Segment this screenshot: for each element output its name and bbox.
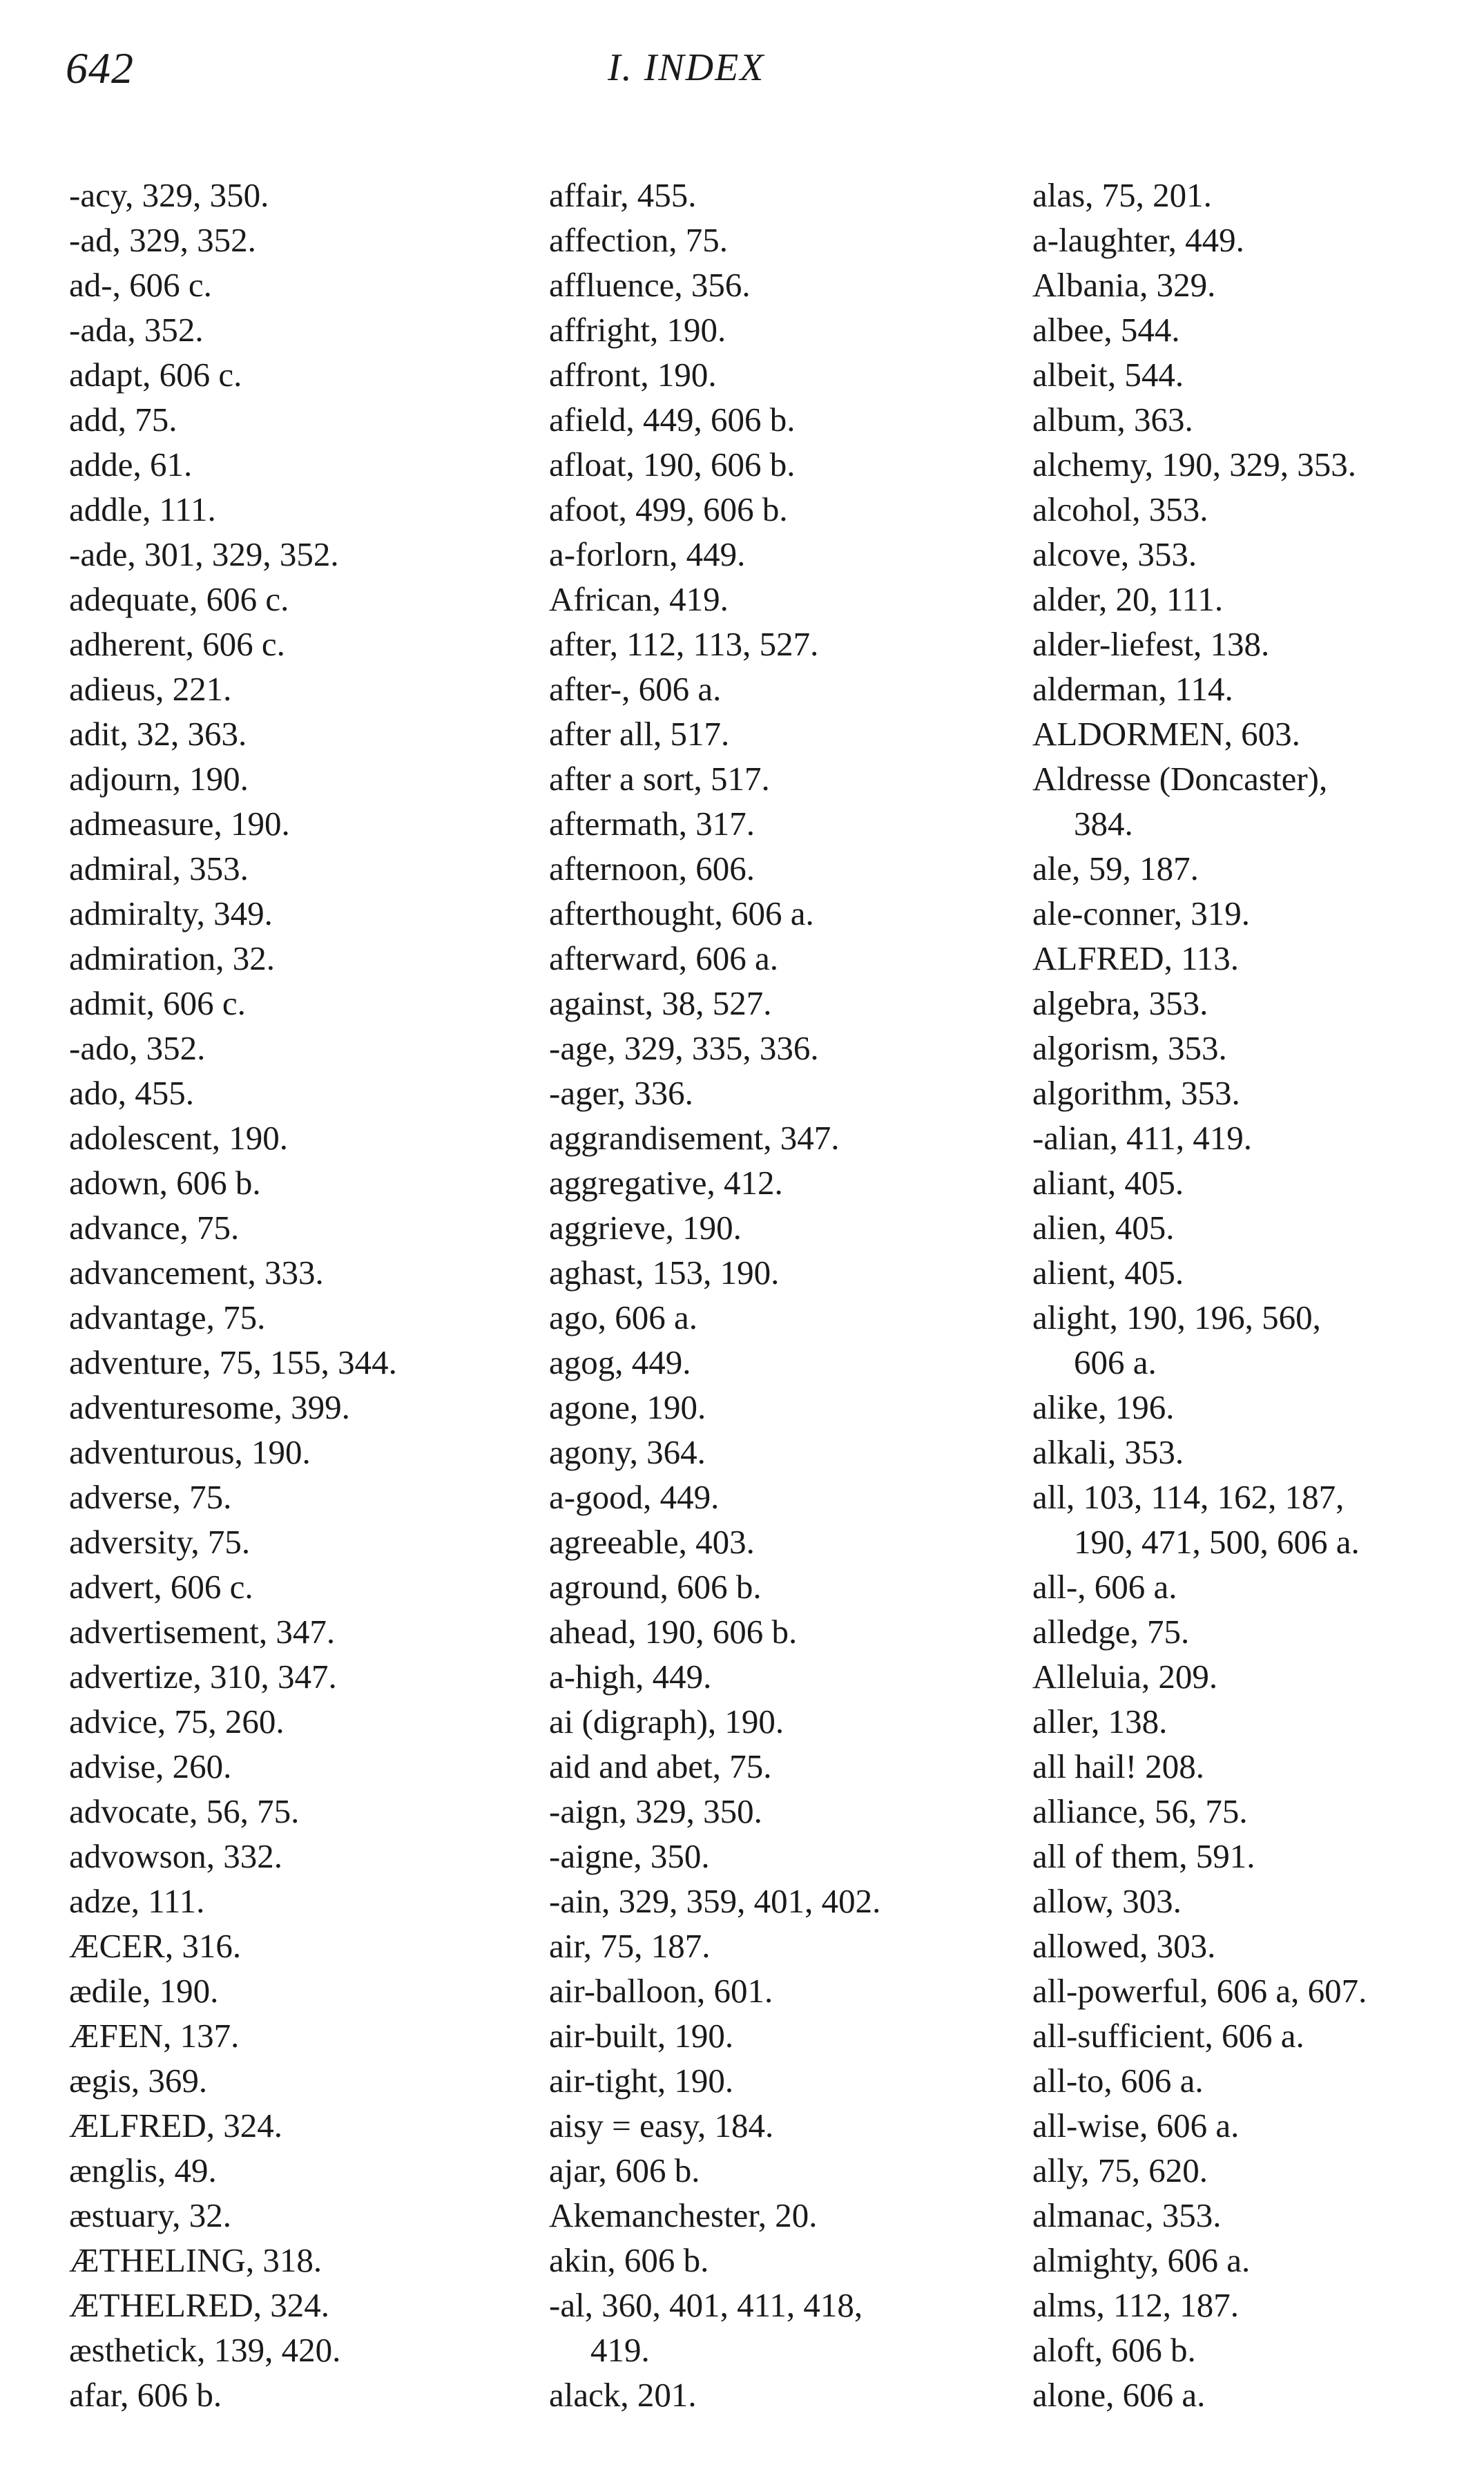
index-entry: a-high, 449. — [549, 1658, 712, 1696]
index-entry: -ad, 329, 352. — [69, 221, 256, 259]
index-entry: air-tight, 190. — [549, 2062, 734, 2100]
index-entry: admit, 606 c. — [69, 984, 246, 1022]
index-entry: albee, 544. — [1032, 311, 1180, 349]
index-entry: all-, 606 a. — [1032, 1568, 1177, 1606]
index-entry: 190, 471, 500, 606 a. — [1074, 1523, 1360, 1561]
index-entry: ale-conner, 319. — [1032, 894, 1251, 932]
index-entry: advert, 606 c. — [69, 1568, 253, 1606]
index-entry: adjourn, 190. — [69, 760, 249, 798]
index-entry: -acy, 329, 350. — [69, 176, 269, 214]
index-entry: Akemanchester, 20. — [549, 2196, 818, 2234]
index-entry: adventuresome, 399. — [69, 1388, 350, 1426]
index-entry: admiration, 32. — [69, 939, 276, 977]
index-entry: alkali, 353. — [1032, 1433, 1184, 1471]
index-entry: aliant, 405. — [1032, 1164, 1184, 1202]
index-entry: adieus, 221. — [69, 670, 232, 708]
index-entry: ally, 75, 620. — [1032, 2151, 1208, 2189]
index-entry: after-, 606 a. — [549, 670, 722, 708]
index-entry: all, 103, 114, 162, 187, — [1032, 1478, 1345, 1516]
index-entry: alight, 190, 196, 560, — [1032, 1298, 1321, 1336]
index-entry: alone, 606 a. — [1032, 2376, 1206, 2414]
index-entry: alcohol, 353. — [1032, 490, 1208, 528]
index-entry: agog, 449. — [549, 1343, 691, 1381]
index-entry: aftermath, 317. — [549, 805, 755, 843]
index-entry: alms, 112, 187. — [1032, 2286, 1239, 2324]
index-entry: allow, 303. — [1032, 1882, 1182, 1920]
index-entry: -age, 329, 335, 336. — [549, 1029, 819, 1067]
index-entry: afoot, 499, 606 b. — [549, 490, 788, 528]
index-entry: admeasure, 190. — [69, 805, 290, 843]
index-entry: ædile, 190. — [69, 1972, 219, 2010]
page-number: 642 — [66, 44, 134, 93]
index-column-2 — [549, 173, 991, 2417]
index-entry: aisy = easy, 184. — [549, 2107, 774, 2145]
index-entry: after a sort, 517. — [549, 760, 770, 798]
index-entry: adverse, 75. — [69, 1478, 232, 1516]
index-entry: alien, 405. — [1032, 1209, 1175, 1247]
index-entry: adde, 61. — [69, 445, 193, 483]
index-entry: Alleluia, 209. — [1032, 1658, 1218, 1696]
index-entry: a-laughter, 449. — [1032, 221, 1244, 259]
index-entry: advertisement, 347. — [69, 1613, 336, 1651]
index-entry: alcove, 353. — [1032, 535, 1197, 573]
index-entry: Albania, 329. — [1032, 266, 1216, 304]
index-entry: advantage, 75. — [69, 1298, 266, 1336]
index-entry: alderman, 114. — [1032, 670, 1233, 708]
index-entry: aground, 606 b. — [549, 1568, 762, 1606]
index-entry: advance, 75. — [69, 1209, 240, 1247]
index-entry: alike, 196. — [1032, 1388, 1175, 1426]
index-entry: alder-liefest, 138. — [1032, 625, 1270, 663]
index-entry: aggrandisement, 347. — [549, 1119, 840, 1157]
index-entry: algorism, 353. — [1032, 1029, 1227, 1067]
index-entry: aloft, 606 b. — [1032, 2331, 1196, 2369]
index-entry: advertize, 310, 347. — [69, 1658, 337, 1696]
index-entry: adit, 32, 363. — [69, 715, 247, 753]
index-entry: afield, 449, 606 b. — [549, 401, 796, 439]
index-entry: album, 363. — [1032, 401, 1193, 439]
index-entry: alient, 405. — [1032, 1254, 1184, 1292]
index-entry: æstuary, 32. — [69, 2196, 231, 2234]
index-entry: ado, 455. — [69, 1074, 194, 1112]
index-entry: -ado, 352. — [69, 1029, 206, 1067]
index-entry: African, 419. — [549, 580, 729, 618]
index-entry: adventure, 75, 155, 344. — [69, 1343, 397, 1381]
index-entry: adapt, 606 c. — [69, 356, 242, 394]
index-entry: -al, 360, 401, 411, 418, — [549, 2286, 863, 2324]
index-entry: after all, 517. — [549, 715, 730, 753]
index-entry: ægis, 369. — [69, 2062, 208, 2100]
index-entry: allowed, 303. — [1032, 1927, 1216, 1965]
index-entry: ale, 59, 187. — [1032, 850, 1199, 888]
index-entry: all-sufficient, 606 a. — [1032, 2017, 1304, 2055]
index-entry: Aldresse (Doncaster), — [1032, 760, 1328, 798]
index-entry: æsthetick, 139, 420. — [69, 2331, 341, 2369]
index-entry: admiralty, 349. — [69, 894, 273, 932]
index-entry: air-balloon, 601. — [549, 1972, 773, 2010]
index-entry: -ain, 329, 359, 401, 402. — [549, 1882, 881, 1920]
index-entry: aggrieve, 190. — [549, 1209, 742, 1247]
index-entry: a-good, 449. — [549, 1478, 720, 1516]
index-entry: ajar, 606 b. — [549, 2151, 700, 2189]
index-entry: ænglis, 49. — [69, 2151, 217, 2189]
index-entry: -alian, 411, 419. — [1032, 1119, 1252, 1157]
index-entry: ahead, 190, 606 b. — [549, 1613, 798, 1651]
index-entry: afternoon, 606. — [549, 850, 755, 888]
index-entry: air, 75, 187. — [549, 1927, 711, 1965]
index-entry: adversity, 75. — [69, 1523, 251, 1561]
index-entry: adequate, 606 c. — [69, 580, 289, 618]
index-column-3 — [1032, 173, 1474, 2417]
index-entry: afterward, 606 a. — [549, 939, 778, 977]
running-head: I. INDEX — [608, 46, 765, 89]
index-entry: all of them, 591. — [1032, 1837, 1255, 1875]
index-entry: admiral, 353. — [69, 850, 249, 888]
index-entry: a-forlorn, 449. — [549, 535, 746, 573]
index-entry: alchemy, 190, 329, 353. — [1032, 445, 1357, 483]
index-entry: 606 a. — [1074, 1343, 1157, 1381]
index-entry: all-wise, 606 a. — [1032, 2107, 1240, 2145]
index-entry: afterthought, 606 a. — [549, 894, 814, 932]
index-entry: add, 75. — [69, 401, 177, 439]
index-entry: ÆLFRED, 324. — [69, 2107, 283, 2145]
index-entry: afloat, 190, 606 b. — [549, 445, 796, 483]
index-entry: affront, 190. — [549, 356, 717, 394]
index-entry: algorithm, 353. — [1032, 1074, 1240, 1112]
index-entry: ÆFEN, 137. — [69, 2017, 240, 2055]
index-column-1 — [69, 173, 511, 2417]
index-entry: affluence, 356. — [549, 266, 751, 304]
index-entry: 419. — [590, 2331, 650, 2369]
index-entry: adolescent, 190. — [69, 1119, 289, 1157]
index-entry: afar, 606 b. — [69, 2376, 222, 2414]
index-entry: advancement, 333. — [69, 1254, 324, 1292]
index-entry: ad-, 606 c. — [69, 266, 212, 304]
index-entry: ÆTHELRED, 324. — [69, 2286, 329, 2324]
index-entry: agony, 364. — [549, 1433, 706, 1471]
index-entry: ALDORMEN, 603. — [1032, 715, 1300, 753]
index-entry: adown, 606 b. — [69, 1164, 261, 1202]
index-entry: addle, 111. — [69, 490, 216, 528]
index-entry: aghast, 153, 190. — [549, 1254, 780, 1292]
index-entry: agone, 190. — [549, 1388, 706, 1426]
index-entry: -ager, 336. — [549, 1074, 693, 1112]
index-entry: algebra, 353. — [1032, 984, 1208, 1022]
index-entry: -ada, 352. — [69, 311, 204, 349]
index-entry: ÆTHELING, 318. — [69, 2241, 322, 2279]
index-entry: all hail! 208. — [1032, 1747, 1205, 1785]
index-entry: -aigne, 350. — [549, 1837, 710, 1875]
index-entry: albeit, 544. — [1032, 356, 1184, 394]
index-entry: advise, 260. — [69, 1747, 232, 1785]
index-entry: almighty, 606 a. — [1032, 2241, 1251, 2279]
index-entry: aller, 138. — [1032, 1702, 1168, 1740]
index-entry: alack, 201. — [549, 2376, 697, 2414]
index-entry: agreeable, 403. — [549, 1523, 755, 1561]
index-entry: all-powerful, 606 a, 607. — [1032, 1972, 1367, 2010]
index-entry: adze, 111. — [69, 1882, 205, 1920]
index-entry: ÆCER, 316. — [69, 1927, 242, 1965]
index-entry: alliance, 56, 75. — [1032, 1792, 1248, 1830]
index-entry: affection, 75. — [549, 221, 728, 259]
index-entry: advocate, 56, 75. — [69, 1792, 300, 1830]
index-entry: alder, 20, 111. — [1032, 580, 1224, 618]
index-entry: all-to, 606 a. — [1032, 2062, 1204, 2100]
index-entry: -aign, 329, 350. — [549, 1792, 762, 1830]
index-entry: affair, 455. — [549, 176, 697, 214]
index-entry: almanac, 353. — [1032, 2196, 1222, 2234]
index-entry: advowson, 332. — [69, 1837, 282, 1875]
index-entry: aggregative, 412. — [549, 1164, 783, 1202]
index-entry: -ade, 301, 329, 352. — [69, 535, 339, 573]
index-entry: affright, 190. — [549, 311, 726, 349]
index-entry: ALFRED, 113. — [1032, 939, 1240, 977]
index-entry: ai (digraph), 190. — [549, 1702, 784, 1740]
index-entry: against, 38, 527. — [549, 984, 772, 1022]
index-entry: adventurous, 190. — [69, 1433, 311, 1471]
index-entry: alledge, 75. — [1032, 1613, 1190, 1651]
index-entry: advice, 75, 260. — [69, 1702, 285, 1740]
index-entry: ago, 606 a. — [549, 1298, 697, 1336]
index-entry: air-built, 190. — [549, 2017, 734, 2055]
index-entry: adherent, 606 c. — [69, 625, 285, 663]
index-entry: akin, 606 b. — [549, 2241, 709, 2279]
index-entry: aid and abet, 75. — [549, 1747, 772, 1785]
index-entry: alas, 75, 201. — [1032, 176, 1212, 214]
index-entry: after, 112, 113, 527. — [549, 625, 819, 663]
index-entry: 384. — [1074, 805, 1133, 843]
